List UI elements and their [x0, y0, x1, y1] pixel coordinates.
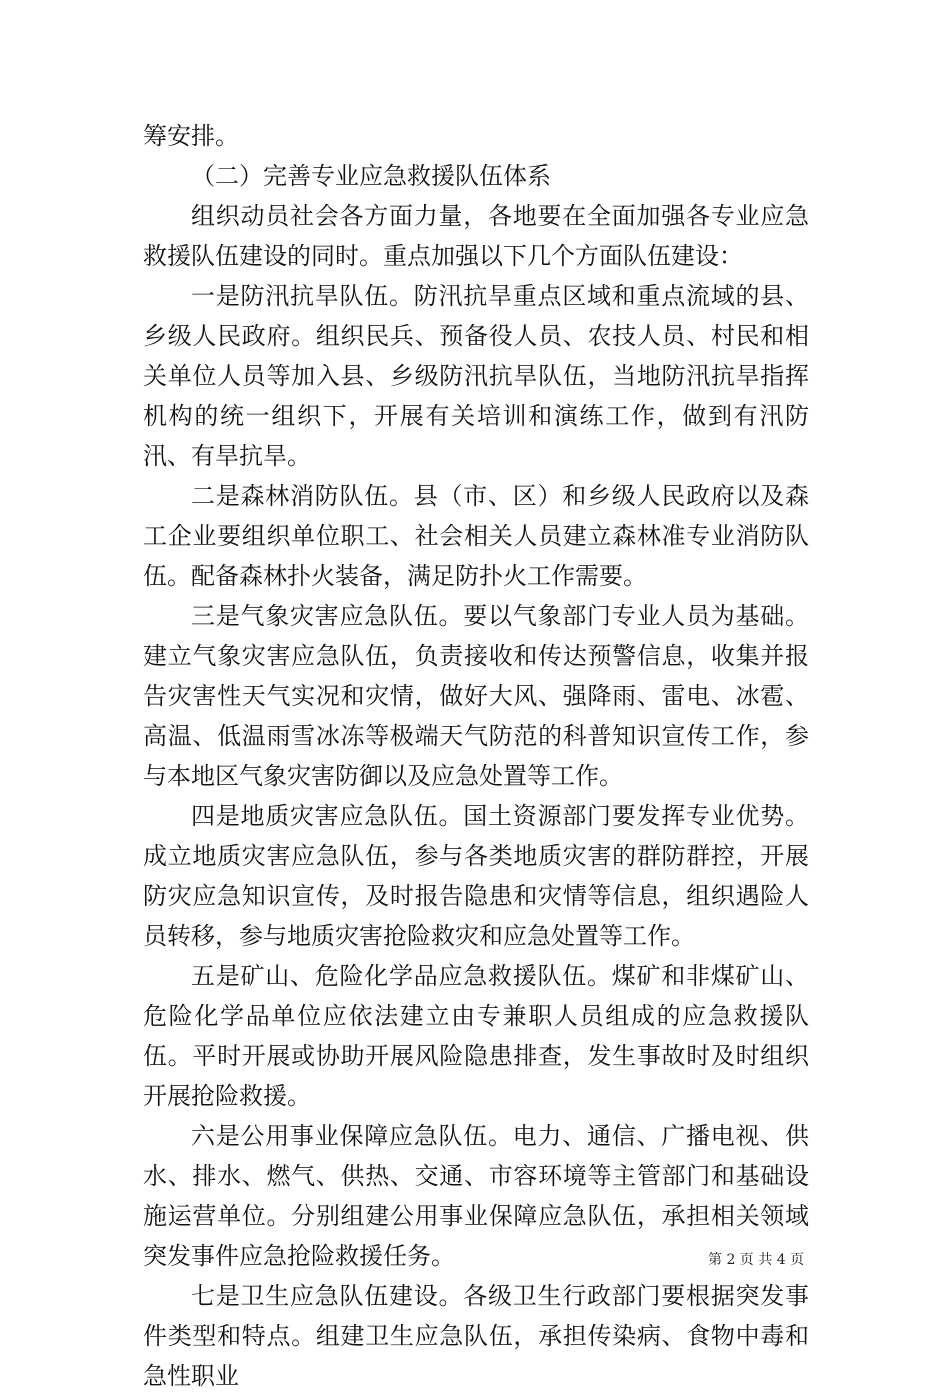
paragraph-continuation: 筹安排。 [143, 122, 239, 150]
paragraph-forest-fire: 二是森林消防队伍。县（市、区）和乡级人民政府以及森工企业要组织单位职工、社会相关人员建立森林准专业消防队伍。配备森林扑火装备，满足防扑火工作需要。 [143, 482, 809, 590]
body-text [143, 116, 809, 1396]
paragraph-intro: 组织动员社会各方面力量，各地要在全面加强各专业应急救援队伍建设的同时。重点加强以下几个方面队伍建设： [143, 202, 809, 270]
paragraph-health: 七是卫生应急队伍建设。各级卫生行政部门要根据突发事件类型和特点。组建卫生应急队伍，承担传染病、食物中毒和急性职业 [143, 1282, 809, 1390]
paragraph-public-utility: 六是公用事业保障应急队伍。电力、通信、广播电视、供水、排水、燃气、供热、交通、市容环境等主管部门和基础设施运营单位。分别组建公用事业保障应急队伍，承担相关领域突发事件应急抢险救援任务。 [143, 1122, 809, 1270]
paragraph-geological: 四是地质灾害应急队伍。国土资源部门要发挥专业优势。成立地质灾害应急队伍，参与各类地质灾害的群防群控，开展防灾应急知识宣传，及时报告隐患和灾情等信息，组织遇险人员转移，参与地质灾害抢险救灾和应急处置等工作。 [143, 802, 809, 950]
paragraph-mining-chemical: 五是矿山、危险化学品应急救援队伍。煤矿和非煤矿山、危险化学品单位应依法建立由专兼职人员组成的应急救援队伍。平时开展或协助开展风险隐患排查，发生事故时及时组织开展抢险救援。 [143, 962, 809, 1110]
paragraph-meteorological: 三是气象灾害应急队伍。要以气象部门专业人员为基础。建立气象灾害应急队伍，负责接收和传达预警信息，收集并报告灾害性天气实况和灾情，做好大风、强降雨、雷电、冰雹、高温、低温雨雪冰冻等极端天气防范的科普知识宣传工作，参与本地区气象灾害防御以及应急处置等工作。 [143, 602, 809, 790]
page-number: 第 2 页 共 4 页 [708, 1252, 805, 1268]
paragraph-flood-drought: 一是防汛抗旱队伍。防汛抗旱重点区域和重点流域的县、乡级人民政府。组织民兵、预备役人员、农技人员、村民和相关单位人员等加入县、乡级防汛抗旱队伍，当地防汛抗旱指挥机构的统一组织下，开展有关培训和演练工作，做到有汛防汛、有旱抗旱。 [143, 282, 809, 470]
section-heading: （二）完善专业应急救援队伍体系 [191, 162, 551, 190]
